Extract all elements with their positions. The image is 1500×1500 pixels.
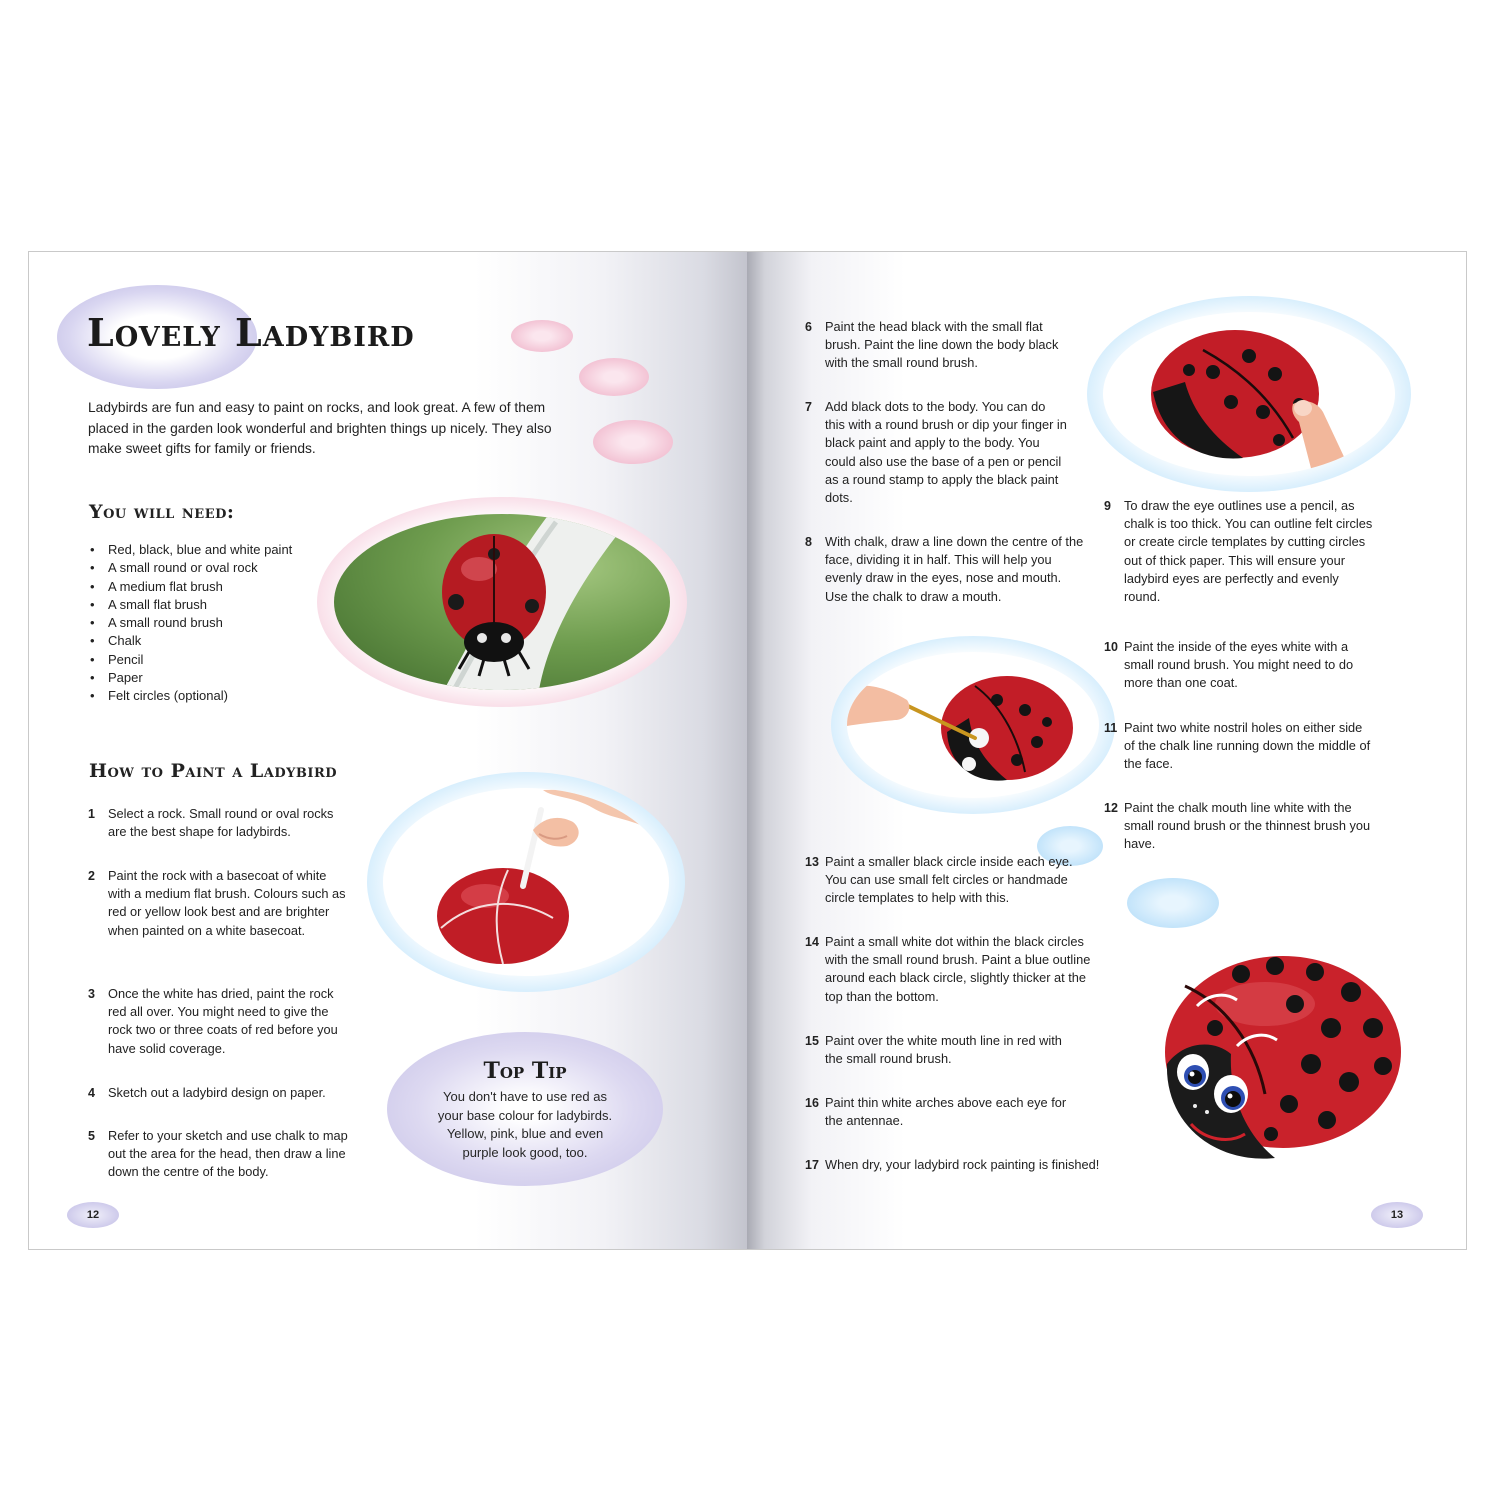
materials-heading: You will need: — [89, 501, 235, 523]
list-item: • Chalk — [88, 632, 328, 650]
finished-ladybird-rock-icon — [1145, 944, 1405, 1174]
step-text: To draw the eye outlines use a pencil, as chalk is too thick. You can outline felt circles or create circle templates by cutting circles out of thick paper. This will ensure your ladybird eyes are perfectly and evenly round. — [1124, 498, 1373, 605]
right-page — [747, 252, 1466, 1249]
step-number: 16 — [805, 1096, 819, 1110]
step-16 — [805, 1094, 1067, 1130]
step-9 — [1104, 497, 1374, 606]
step-number: 14 — [805, 935, 819, 949]
red-rock-frame — [367, 772, 685, 992]
list-item: • Felt circles (optional) — [88, 687, 328, 705]
step-text: Paint two white nostril holes on either side of the chalk line running down the middle of the face. — [1124, 720, 1371, 772]
step-text: Paint the chalk mouth line white with the small round brush or the thinnest brush you have. — [1124, 800, 1371, 852]
top-tip-text: You don't have to use red as your base colour for ladybirds. Yellow, pink, blue and even purple look good, too. — [437, 1089, 613, 1160]
step-17 — [805, 1156, 1135, 1174]
step-7 — [805, 398, 1067, 507]
step-5 — [88, 1127, 350, 1182]
step-3 — [88, 985, 350, 1058]
step-text: When dry, your ladybird rock painting is finished! — [825, 1157, 1100, 1172]
step-text: Paint over the white mouth line in red with the small round brush. — [825, 1033, 1062, 1067]
step-number: 4 — [88, 1086, 95, 1100]
step-number: 8 — [805, 535, 812, 549]
step-2 — [88, 867, 348, 940]
brush-painting-eyes-icon — [847, 652, 1099, 798]
step-number: 10 — [1104, 640, 1118, 654]
blue-bubble-decoration — [1127, 878, 1219, 928]
howto-heading: How to Paint a Ladybird — [89, 760, 338, 782]
step-text: Paint thin white arches above each eye for the antennae. — [825, 1095, 1067, 1129]
list-item: • Pencil — [88, 651, 328, 669]
list-item: • A small flat brush — [88, 596, 328, 614]
step-number: 17 — [805, 1158, 819, 1172]
step-number: 11 — [1104, 721, 1118, 735]
step-6 — [805, 318, 1075, 373]
pink-bubble-decoration — [593, 420, 673, 464]
top-tip-title: Top Tip — [483, 1058, 567, 1084]
step-13 — [805, 853, 1095, 908]
intro-paragraph: Ladybirds are fun and easy to paint on rocks, and look great. A few of them placed in the garden look wonderful and brighten things up nicely. They also make sweet gifts for family or friends. — [88, 400, 552, 456]
step-number: 15 — [805, 1034, 819, 1048]
step-text: With chalk, draw a line down the centre of the face, dividing it in half. This will help you evenly draw in the eyes, nose and mouth. Use the chalk to draw a mouth. — [825, 534, 1084, 604]
step-number: 6 — [805, 320, 812, 334]
step-text: Sketch out a ladybird design on paper. — [108, 1085, 326, 1100]
book-spread — [28, 251, 1467, 1250]
step-number: 1 — [88, 807, 95, 821]
red-rock-with-chalk-icon — [383, 788, 669, 976]
step-12 — [1104, 799, 1374, 854]
step-number: 9 — [1104, 499, 1111, 513]
step-text: Add black dots to the body. You can do this with a round brush or dip your finger in black paint and apply to the body. You could also use the base of a pen or pencil as a round stamp to apply the black paint dots. — [825, 399, 1067, 506]
step-number: 12 — [1104, 801, 1118, 815]
step-11 — [1104, 719, 1374, 774]
step-text: Paint the rock with a basecoat of white with a medium flat brush. Colours such as red or yellow look best and are brighter when painted on a white basecoat. — [108, 868, 346, 938]
ladybird-photo-frame — [317, 497, 687, 707]
page-title: Lovely Ladybird — [87, 310, 415, 355]
step-number: 13 — [805, 855, 819, 869]
step-10 — [1104, 638, 1364, 693]
step-text: Once the white has dried, paint the rock red all over. You might need to give the rock two or three coats of red before you have solid coverage. — [108, 986, 338, 1056]
step-1 — [88, 805, 348, 841]
step-text: Paint the head black with the small flat brush. Paint the line down the body black with the small round brush. — [825, 319, 1059, 371]
step-4 — [88, 1084, 358, 1102]
step-number: 2 — [88, 869, 95, 883]
list-item: • Red, black, blue and white paint — [88, 541, 328, 559]
finger-dotting-rock-icon — [1103, 312, 1395, 476]
step-number: 7 — [805, 400, 812, 414]
step-text: Paint a smaller black circle inside each eye. You can use small felt circles or handmade circle templates to help with this. — [825, 854, 1073, 906]
pink-bubble-decoration — [511, 320, 573, 352]
step-number: 3 — [88, 987, 95, 1001]
list-item: • A medium flat brush — [88, 578, 328, 596]
list-item: • Paper — [88, 669, 328, 687]
list-item: • A small round or oval rock — [88, 559, 328, 577]
left-page — [29, 252, 747, 1249]
step-text: Select a rock. Small round or oval rocks are the best shape for ladybirds. — [108, 806, 334, 840]
ladybird-photo-icon — [334, 514, 670, 690]
step-number: 5 — [88, 1129, 95, 1143]
finger-dots-frame — [1087, 296, 1411, 492]
step-text: Paint the inside of the eyes white with a small round brush. You might need to do more than one coat. — [1124, 639, 1354, 691]
step-14 — [805, 933, 1105, 1006]
materials-list — [88, 541, 328, 706]
step-8 — [805, 533, 1085, 606]
page-number: 13 — [1371, 1202, 1423, 1228]
step-15 — [805, 1032, 1067, 1068]
pink-bubble-decoration — [579, 358, 649, 396]
step-text: Refer to your sketch and use chalk to map out the area for the head, then draw a line down the centre of the body. — [108, 1128, 348, 1180]
list-item: • A small round brush — [88, 614, 328, 632]
page-number: 12 — [67, 1202, 119, 1228]
step-text: Paint a small white dot within the black circles with the small round brush. Paint a blue outline around each black circle, slightly thicker at the top than the bottom. — [825, 934, 1091, 1004]
brush-eyes-frame — [831, 636, 1118, 814]
